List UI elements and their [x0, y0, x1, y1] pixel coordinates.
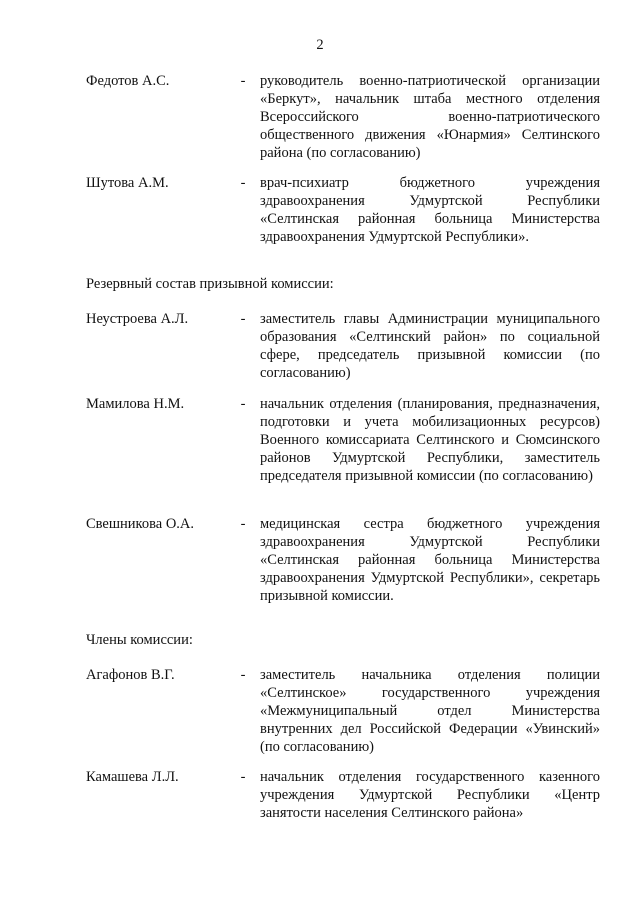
dash-separator: - [240, 516, 246, 532]
dash-separator: - [240, 667, 246, 683]
person-description: заместитель начальника отделения полиции «Селтинское» государственного учреждения «Межмуниципальный отдел Министерства внутренних дел Российской Федерации «Увинский» (по согласованию) [260, 667, 600, 755]
dash-separator: - [240, 396, 246, 412]
person-description: руководитель военно-патриотической организации «Беркут», начальник штаба местного отделения Всероссийского военно-патриотического общественного движения «Юнармия» Селтинского района (по согласованию) [260, 73, 600, 161]
person-name: Неустроева А.Л. [86, 311, 189, 327]
reserve-section-title: Резервный состав призывной комиссии: [86, 276, 334, 292]
person-name: Мамилова Н.М. [86, 396, 185, 412]
dash-separator: - [240, 311, 246, 327]
dash-separator: - [240, 175, 246, 191]
person-description: медицинская сестра бюджетного учреждения здравоохранения Удмуртской Республики «Селтинская районная больница Министерства здравоохранения Удмуртской Республики», секретарь призывной комиссии. [260, 516, 600, 604]
page-number: 2 [316, 37, 324, 53]
person-name: Агафонов В.Г. [86, 667, 175, 683]
members-section-title: Члены комиссии: [86, 632, 193, 648]
dash-separator: - [240, 769, 246, 785]
person-description: начальник отделения (планирования, предназначения, подготовки и учета мобилизационных ресурсов) Военного комиссариата Селтинского и Сюмсинского районов Удмуртской Республики, заместитель председателя призывной комиссии (по согласованию) [260, 396, 600, 484]
person-name: Свешникова О.А. [86, 516, 195, 532]
person-name: Шутова А.М. [86, 175, 169, 191]
person-name: Федотов А.С. [86, 73, 170, 89]
person-description: врач-психиатр бюджетного учреждения здравоохранения Удмуртской Республики «Селтинская районная больница Министерства здравоохранения Удмуртской Республики». [260, 175, 600, 245]
person-description: заместитель главы Администрации муниципального образования «Селтинский район» по социальной сфере, председатель призывной комиссии (по согласованию) [260, 311, 600, 381]
person-description: начальник отделения государственного казенного учреждения Удмуртской Республики «Центр занятости населения Селтинского района» [260, 769, 600, 821]
dash-separator: - [240, 73, 246, 89]
person-name: Камашева Л.Л. [86, 769, 179, 785]
